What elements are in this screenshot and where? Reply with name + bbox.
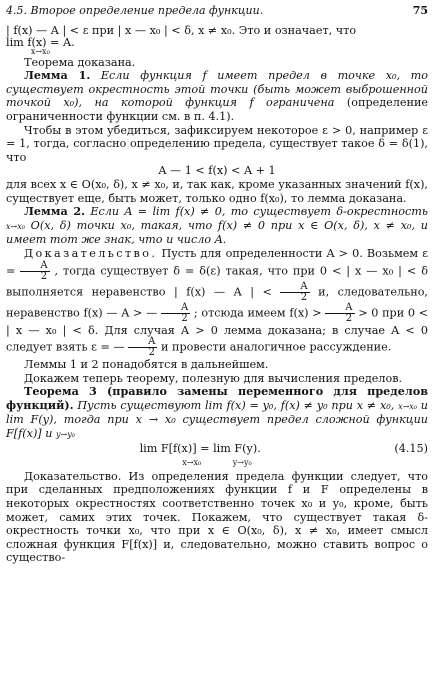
- fraction-numerator: A: [20, 261, 49, 272]
- paragraph: Докажем теперь теорему, полезную для вычисления пределов.: [24, 371, 403, 385]
- lemma-2: [6, 205, 428, 247]
- limit-operator: [6, 35, 75, 56]
- fraction-denominator: 2: [300, 291, 308, 303]
- equation: A — 1 < f(x) < A + 1: [158, 164, 276, 178]
- lemma-note: (определение ограниченности функции см. в п. 4.1).: [6, 96, 429, 123]
- limit-subscript: y→y₀: [232, 458, 252, 468]
- lemma-title: Лемма 2.: [24, 204, 86, 219]
- theorem-3: [6, 385, 428, 441]
- fraction: [128, 337, 157, 358]
- fraction-numerator: A: [280, 282, 309, 293]
- limit-subscript: x→x₀: [6, 221, 25, 231]
- limit-subscript: x→x₀: [398, 401, 417, 411]
- theorem-title: Теорема 3 (правило замены переменного для пределов функций).: [6, 384, 428, 412]
- text-fragment: и провести аналогичное рассуждение.: [160, 340, 392, 354]
- limit-subscript: x→x₀: [182, 458, 202, 468]
- fraction-denominator: 2: [345, 312, 353, 324]
- limit-line: [6, 35, 428, 56]
- text-fragment: , тогда существует δ = δ(ε) такая, что при: [54, 264, 315, 277]
- paragraph: для всех x ∈ O(x₀, δ), x ≠ x₀, и, так как, кроме указанных значений f(x), существует еще, быть может, только одно f(x₀), то лемма доказана.: [6, 177, 428, 205]
- fraction-denominator: 2: [148, 347, 155, 359]
- text-fragment: f(x) >: [289, 306, 322, 319]
- equation-number: (4.15): [394, 441, 428, 455]
- text-fragment: > 0 при 0 < | x — x₀ | < δ. Для случая A > 0 лемма доказана; в случае A < 0 следует взять ε = —: [6, 306, 429, 354]
- limit-subscript: y→y₀: [56, 430, 75, 440]
- lemma-1: [6, 69, 428, 123]
- text-fragment: Пусть для определенности A > 0. Возьмем ε =: [6, 246, 428, 277]
- running-header: [6, 4, 428, 20]
- proof-paragraph: Доказательство. Из определения предела функции следует, что при сделанных предположениях функции f и F определены в некоторых окрестностях соответственно точек x₀ и y₀, кроме, быть может, самих этих точек. Покажем, что существует такая δ-окрестность точки x₀, что при x ∈ O(x₀, δ), x ≠ x₀, имеет смысл сложная функция F[f(x)] и, следовательно, можно ставить вопрос о существо-: [6, 469, 428, 565]
- fraction-numerator: A: [128, 337, 157, 348]
- page-number: 75: [412, 4, 428, 17]
- lemma-statement: Если функция f имеет предел в точке x₀, то существует окрестность этой точки (быть может выброшенной точкой x₀), на которой функция f ограничена: [6, 69, 429, 110]
- text-fragment: 0 < | x — x₀ | < δ выполняется неравенство | f(x) — A | <: [6, 264, 428, 298]
- fraction: [161, 303, 190, 324]
- page-body: [6, 24, 428, 565]
- fraction-denominator: 2: [40, 270, 48, 282]
- fraction-numerator: A: [325, 303, 354, 314]
- paragraph: Леммы 1 и 2 понадобятся в дальнейшем.: [24, 358, 269, 372]
- equation-4-15: [6, 442, 428, 470]
- limit-subscript: x→x₀: [30, 46, 50, 56]
- paragraph: Чтобы в этом убедиться, зафиксируем некоторое ε > 0, например ε = 1, тогда, согласно определению предела, существует такое δ = δ(1), что: [6, 123, 428, 164]
- lemma-statement: O(x, δ) точки x₀, такая, что f(x) ≠ 0 при x ∈ O(x, δ), x ≠ x₀, и имеет тот же знак, что и число A.: [6, 218, 428, 247]
- section-title: 4.5. Второе определение предела функции.: [6, 4, 264, 17]
- paragraph: Теорема доказана.: [24, 55, 136, 69]
- text-line: | f(x) — A | < ε при | x — x₀ | < δ, x ≠ x₀. Это и означает, что: [6, 24, 357, 37]
- fraction: [325, 303, 354, 324]
- fraction: [280, 282, 309, 303]
- limit-expression: lim f(x) = A.: [6, 35, 75, 49]
- lemma-statement: Если A = lim f(x) ≠ 0, то существует δ-окрестность: [90, 205, 428, 219]
- text-fragment: и, следовательно, неравенство f(x) — A > —: [6, 285, 428, 319]
- proof-paragraph: [6, 247, 428, 358]
- proof-label: Доказательство.: [24, 246, 158, 260]
- lemma-title: Лемма 1.: [24, 68, 91, 83]
- equation: lim F[f(x)] = lim F(y).: [139, 441, 261, 455]
- fraction-numerator: A: [161, 303, 190, 314]
- theorem-statement: и lim F(y), тогда при x → x₀ существует предел сложной функции F[f(x)] и: [6, 398, 428, 441]
- fraction: [20, 261, 49, 282]
- text-fragment: ; отсюда имеем: [193, 306, 286, 319]
- theorem-statement: Пусть существуют lim f(x) = y₀, f(x) ≠ y₀ при x ≠ x₀,: [77, 398, 395, 412]
- fraction-denominator: 2: [181, 312, 188, 324]
